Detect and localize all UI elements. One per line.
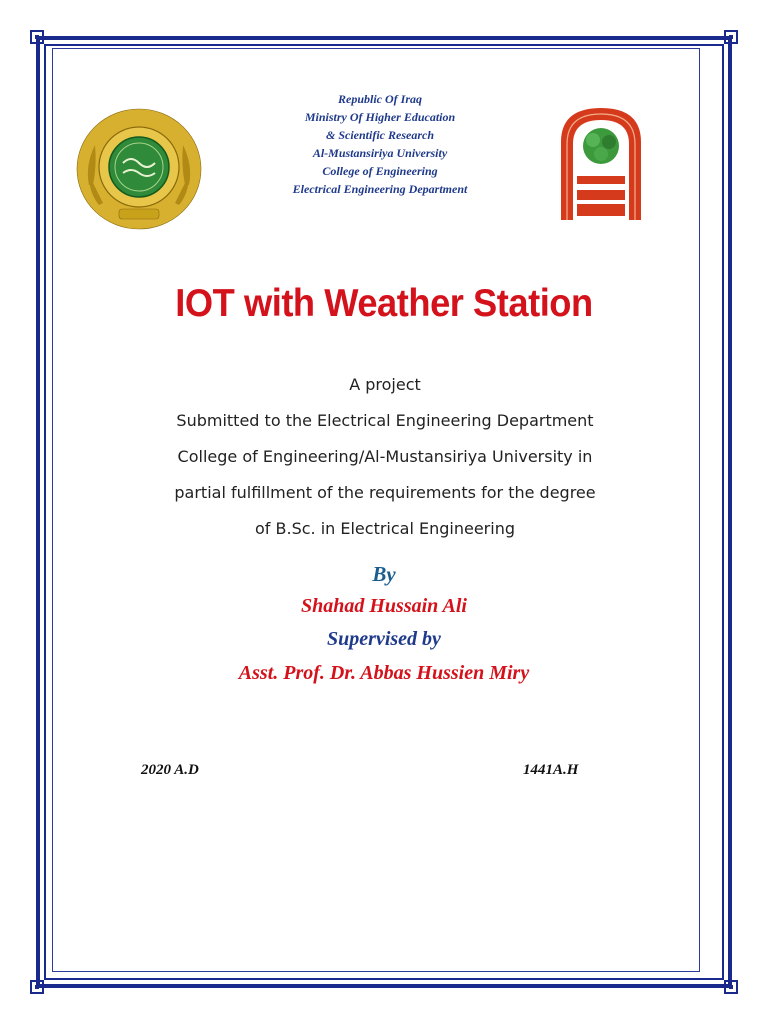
submission-line: Submitted to the Electrical Engineering Department <box>176 411 594 430</box>
institution-header <box>230 90 530 198</box>
header-college: College of Engineering <box>322 164 438 178</box>
hijri-date: 1441A.H <box>523 762 579 778</box>
submission-line: partial fulfillment of the requirements for the degree <box>174 483 596 502</box>
header-ministry: Ministry Of Higher Education <box>304 110 456 124</box>
submission-line: A project <box>349 375 421 394</box>
header-country: Republic Of Iraq <box>338 92 422 106</box>
corner-ornament-icon <box>724 30 738 44</box>
supervisor-name: Asst. Prof. Dr. Abbas Hussien Miry <box>238 662 530 684</box>
university-seal-icon <box>75 105 203 233</box>
college-of-engineering-logo-icon <box>555 104 647 222</box>
by-label: By <box>372 562 396 586</box>
author-name: Shahad Hussain Ali <box>300 595 467 617</box>
corner-ornament-icon <box>30 30 44 44</box>
corner-ornament-icon <box>724 980 738 994</box>
header-university: Al-Mustansiriya University <box>312 146 448 160</box>
gregorian-date: 2020 A.D <box>141 762 199 778</box>
header-department: Electrical Engineering Department <box>292 182 468 196</box>
project-title: IOT with Weather Station <box>175 282 593 325</box>
submission-line: of B.Sc. in Electrical Engineering <box>255 519 515 538</box>
supervised-by-label: Supervised by <box>327 628 441 650</box>
submission-line: College of Engineering/Al-Mustansiriya University in <box>177 447 593 466</box>
header-research: & Scientific Research <box>326 128 434 142</box>
corner-ornament-icon <box>30 980 44 994</box>
submission-statement <box>80 367 690 547</box>
